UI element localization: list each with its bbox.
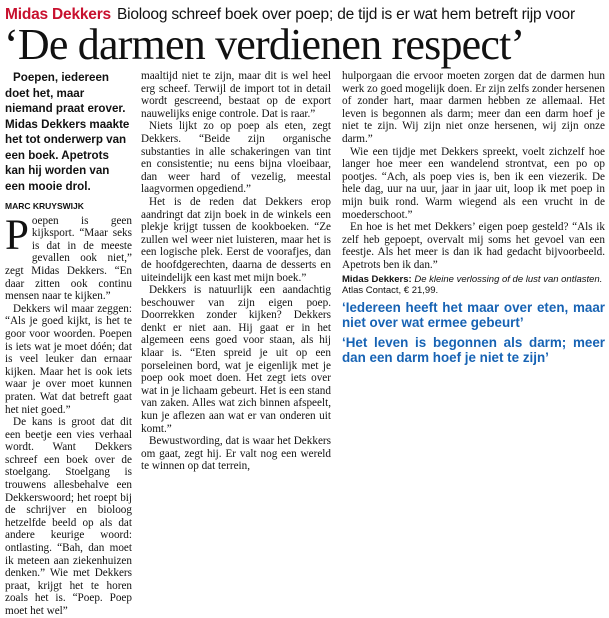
body-paragraph: Dekkers wil maar zeggen: “Als je goed kijkt, is het te goor voor woorden. Poepen is iets wat je moet dóén; dat is veel leuker dan ernaar kijken. Maar het is ook iets waar je over moet kunnen praten. Wat dat betreft gaat het niet goed.”	[5, 302, 132, 416]
byline: MARC KRUYSWIJK	[5, 201, 84, 211]
body-paragraph-text: oepen is geen kijksport. “Maar seks is dat in de meeste gevallen ook niet,” zegt Midas Dekkers. “En daar zitten ook continu mensen naar te kijken.”	[5, 214, 132, 303]
body-paragraph: Wie een tijdje met Dekkers spreekt, voelt zichzelf hoe langer hoe meer een wandelend strontvat, een po op pootjes. “Ach, als poep vies is, ben ik een viezerik. De hele dag, uur na uur, jaar in jaar uit, loop ik met poep in mijn buik rond. Warm wiegend als een vrucht in de moederschoot.”	[342, 145, 605, 221]
drop-cap: P	[5, 211, 29, 259]
pull-quote: ‘Iedereen heeft het maar over eten, maar niet over wat ermee gebeurt’	[342, 299, 605, 330]
body-paragraph: Niets lijkt zo op poep als eten, zegt Dekkers. “Beide zijn organische substanties in alle schakeringen van tint en consistentie; nu eens bijna vloeibaar, dan weer hard of vezelig, meestal laagvormen opgediend.”	[141, 120, 331, 196]
book-publisher: Atlas Contact, € 21,99.	[342, 284, 439, 296]
body-paragraph: De kans is groot dat dit een beetje een vies verhaal wordt. Want Dekkers schreef een boek over de stoelgang. Stoelgang is trouwens allesbehalve een Dekkerswoord; het roept bij de schrijver en bioloog hetzelfde beeld op als dat andere keurige woord: ontlasting. “Bah, dan moet ik meteen aan ziekenhuizen denken.” Wie met Dekkers praat, krijgt het te horen zoals het is. “Poep. Poep moet het wel”	[5, 416, 132, 617]
column-3	[342, 70, 605, 366]
headline: ‘De darmen verdienen respect’	[4, 20, 525, 69]
body-paragraph: Dekkers is natuurlijk een aandachtig beschouwer van zijn eigen poep. Doorrekken zonder kijken? Dekkers denkt er niet aan. Hij gaat er in het algemeen eens goed voor staan, als hij klaar is. “Eten spreid je uit op een porseleinen bord, wat je eigenlijk met je poep ook moet doen. Het zegt iets over wat in je lichaam gebeurt. Het is een stand van zaken. Alles wat zich binnen afspeelt, kun je aflezen aan wat er van onderen uit komt.”	[141, 284, 331, 435]
book-info	[342, 274, 605, 296]
intro: Poepen, iedereen doet het, maar niemand praat erover. Midas Dekkers maakte het tot onderwerp van een boek. Apetrots kan hij worden van een mooie drol.	[5, 71, 130, 193]
body-paragraph: Het is de reden dat Dekkers erop aandringt dat zijn boek in de winkels een plekje krijgt tussen de kookboeken. “Ze zullen wel weer niet luisteren, maar het is een logische plek. Eerst de voorafjes, dan de hoofdgerechten, daarna de desserts en uiteindelijk een kast met mijn boek.”	[141, 195, 331, 284]
body-paragraph: maaltijd niet te zijn, maar dit is wel heel erg scheef. Terwijl de import tot in detail wordt gescreend, bestaat op de export nauwelijks enige controle. Dat is raar.”	[141, 70, 331, 120]
kicker-name: Midas Dekkers	[5, 6, 111, 23]
pull-quote: ‘Het leven is begonnen als darm; meer dan een darm hoef je niet te zijn’	[342, 334, 605, 365]
book-author: Midas Dekkers:	[342, 273, 412, 285]
body-paragraph: hulporgaan die ervoor moeten zorgen dat de darmen hun werk zo goed mogelijk doen. Er zijn zelfs zonder hersenen of zonder hart, maar darmen hebben ze allemaal. Het leven is begonnen als darm; meer dan een darm hoef je niet te zijn. Wij zijn niet onze hersenen, wij zijn onze darm.”	[342, 70, 605, 145]
book-title: De kleine verlossing of de lust van ontlasten.	[414, 273, 603, 285]
body-paragraph: Bewustwording, dat is waar het Dekkers om gaat, zegt hij. Er valt nog een wereld te winnen op dat terrein,	[141, 435, 331, 473]
body-paragraph: En hoe is het met Dekkers’ eigen poep gesteld? “Als ik zelf heb gepoept, overvalt mij soms het gevoel van een feestje. Als het meer is dan ik had gedacht bijvoorbeeld. Apetrots ben ik dan.”	[342, 221, 605, 271]
column-1	[5, 70, 132, 618]
kicker-text: Bioloog schreef boek over poep; de tijd is er wat hem betreft rijp voor	[116, 6, 575, 23]
column-2	[141, 70, 331, 473]
body-paragraph	[5, 211, 132, 303]
